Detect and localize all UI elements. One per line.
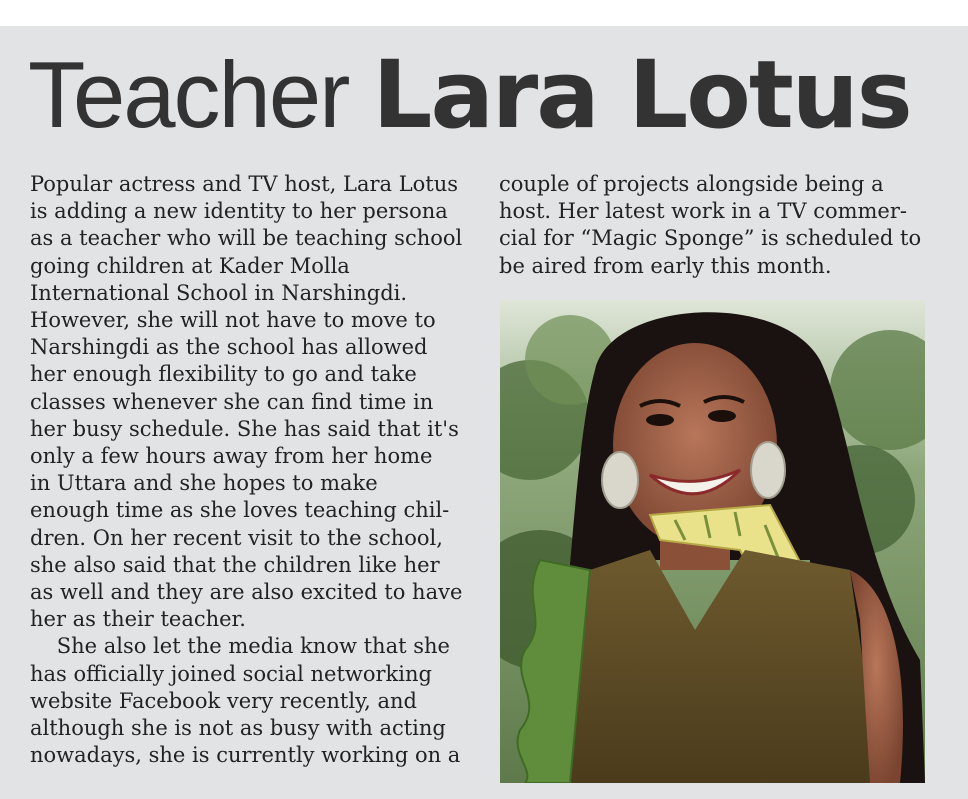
- article-column-left: [30, 171, 462, 769]
- body-line: enough time as she loves teaching chil-: [30, 498, 450, 523]
- body-line: although she is not as busy with acting: [30, 716, 446, 741]
- body-line: in Uttara and she hopes to make: [30, 471, 378, 496]
- portrait-photo-illustration: [500, 300, 925, 783]
- body-line: as a teacher who will be teaching school: [30, 226, 463, 251]
- headline-bold: Lara Lotus: [372, 41, 911, 150]
- body-line: cial for “Magic Sponge” is scheduled to: [499, 226, 922, 251]
- body-line: only a few hours away from her home: [30, 444, 433, 469]
- article-column-right: [499, 171, 921, 280]
- headline: [28, 41, 911, 150]
- body-line: Popular actress and TV host, Lara Lotus: [30, 172, 459, 196]
- body-line: host. Her latest work in a TV commer-: [499, 199, 907, 224]
- body-line: International School in Narshingdi.: [30, 280, 408, 305]
- body-line: She also let the media know that she: [30, 634, 450, 659]
- body-line: she also said that the children like her: [30, 552, 440, 577]
- body-line: has officially joined social networking: [30, 661, 432, 686]
- body-line: classes whenever she can find time in: [30, 389, 434, 414]
- body-line: her enough flexibility to go and take: [30, 362, 417, 387]
- body-line: couple of projects alongside being a: [499, 172, 884, 196]
- body-line: her as their teacher.: [30, 607, 246, 632]
- body-line: is adding a new identity to her persona: [30, 199, 448, 224]
- body-line: website Facebook very recently, and: [30, 688, 417, 713]
- body-line: her busy schedule. She has said that it's: [30, 416, 459, 441]
- body-line: nowadays, she is currently working on a: [30, 743, 461, 768]
- body-line: However, she will not have to move to: [30, 308, 436, 333]
- headline-light: Teacher: [28, 42, 349, 147]
- body-line: as well and they are also excited to have: [30, 580, 463, 605]
- body-line: be aired from early this month.: [499, 253, 832, 278]
- body-line: Narshingdi as the school has allowed: [30, 335, 428, 360]
- portrait-photo: [500, 300, 925, 783]
- body-line: going children at Kader Molla: [30, 253, 350, 278]
- body-line: dren. On her recent visit to the school,: [30, 525, 443, 550]
